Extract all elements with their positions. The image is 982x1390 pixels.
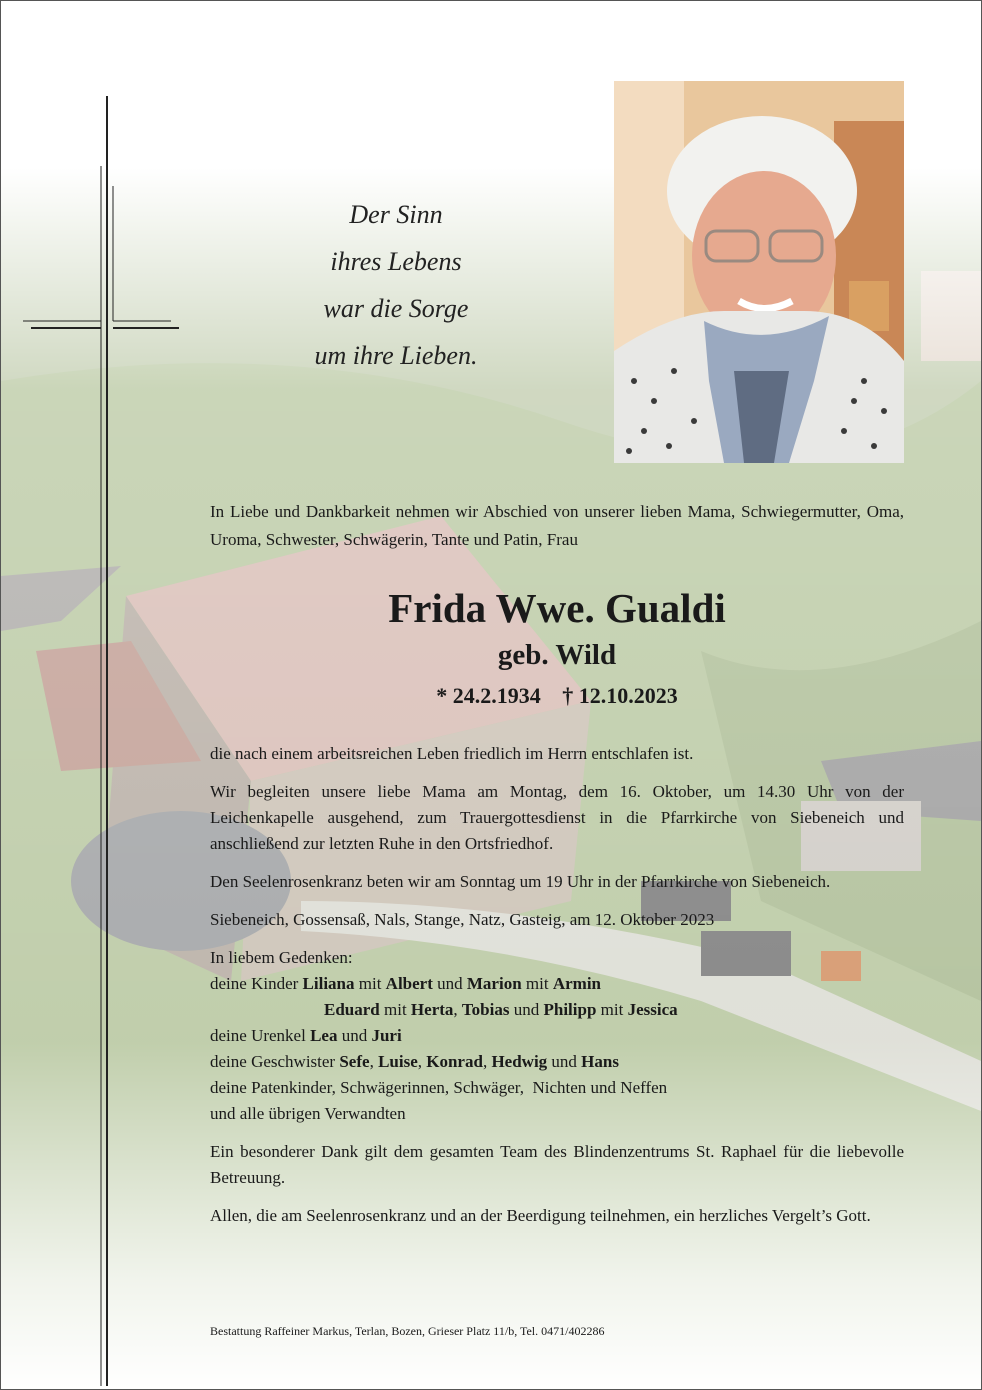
funeral-text: Wir begleiten unsere liebe Mama am Montag, dem 16. Oktober, um 14.30 Uhr von der Leichenkapelle ausgehend, zum Trauergottesdienst in die Pfarrkirche von Siebeneich und anschließend zur letzten Ruhe in den Ortsfriedhof. (210, 782, 904, 853)
siblings-line: deine Geschwister Sefe, Luise, Konrad, Hedwig und Hans (210, 1052, 619, 1071)
portrait-photo (614, 81, 904, 463)
godchildren-line: deine Patenkinder, Schwägerinnen, Schwäger, Nichten und Neffen (210, 1078, 668, 1097)
death-date: † 12.10.2023 (562, 683, 678, 708)
thanks-all-text: Allen, die am Seelenrosenkranz und an der Beerdigung teilnehmen, ein herzliches Vergelt’s Gott. (210, 1206, 871, 1225)
obituary-body (210, 741, 904, 1241)
children-line-1: deine Kinder Liliana mit Albert und Marion mit Armin (210, 974, 602, 993)
motto-line: ihres Lebens (330, 247, 462, 276)
thanks-team-text: Ein besonderer Dank gilt dem gesamten Team des Blindenzentrums St. Raphael für die liebevolle Betreuung. (210, 1142, 904, 1187)
birth-name: geb. Wild (497, 639, 617, 671)
motto-line: war die Sorge (323, 294, 469, 323)
motto-line: Der Sinn (349, 200, 443, 229)
birth-date: * 24.2.1934 (436, 683, 541, 708)
children-line-2: Eduard mit Herta, Tobias und Philipp mit Jessica (324, 1000, 678, 1019)
intro-text: In Liebe und Dankbarkeit nehmen wir Abschied von unserer lieben Mama, Schwiegermutter, Oma, Uroma, Schwester, Schwägerin, Tante und Patin, Frau (210, 502, 904, 549)
great-grandchildren-line: deine Urenkel Lea und Juri (210, 1026, 402, 1045)
place-date-text: Siebeneich, Gossensaß, Nals, Stange, Natz, Gasteig, am 12. Oktober 2023 (210, 910, 715, 929)
cross-icon (21, 96, 181, 1386)
mourners-list (210, 945, 904, 1127)
motto (251, 191, 541, 379)
deceased-name: Frida Wwe. Gualdi (388, 585, 726, 631)
memory-heading: In liebem Gedenken: (210, 948, 353, 967)
motto-line: um ihre Lieben. (314, 341, 478, 370)
passing-text: die nach einem arbeitsreichen Leben friedlich im Herrn entschlafen ist. (210, 744, 694, 763)
rosary-text: Den Seelenrosenkranz beten wir am Sonntag um 19 Uhr in der Pfarrkirche von Siebeneich. (210, 872, 831, 891)
relatives-line: und alle übrigen Verwandten (210, 1104, 406, 1123)
life-dates (210, 681, 904, 711)
funeral-home-footer: Bestattung Raffeiner Markus, Terlan, Bozen, Grieser Platz 11/b, Tel. 0471/402286 (210, 1324, 605, 1338)
